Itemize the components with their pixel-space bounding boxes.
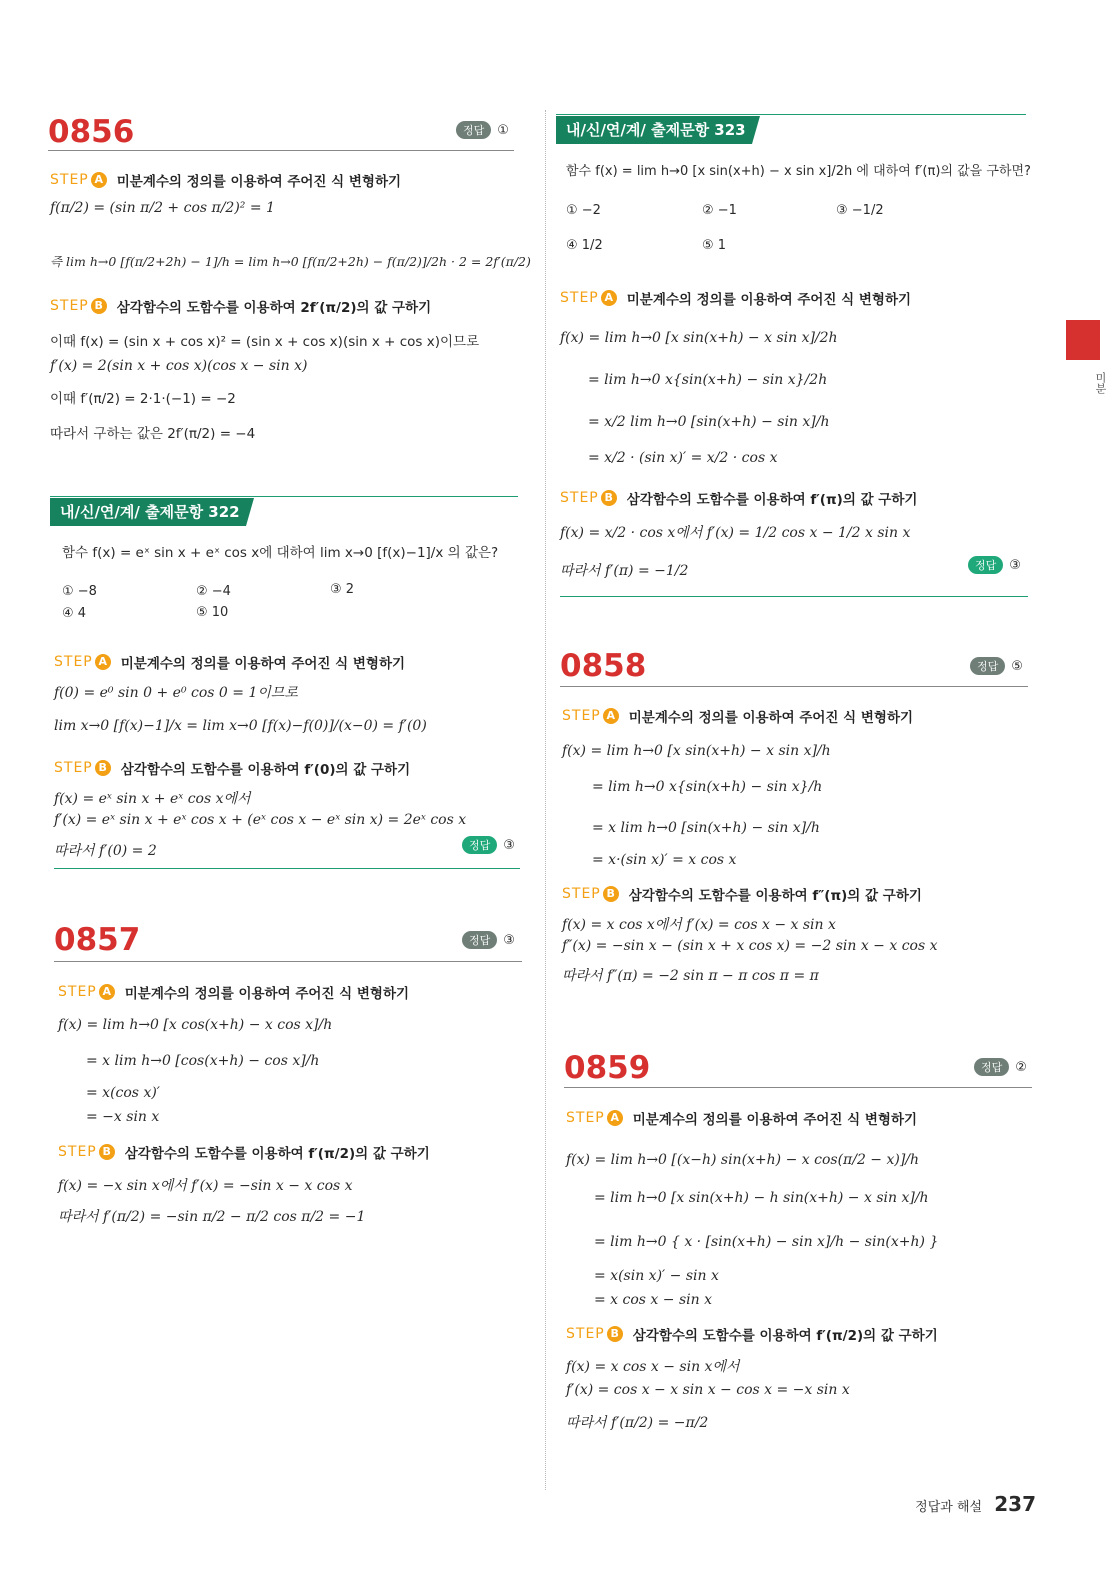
step-a-heading bbox=[50, 170, 401, 190]
step-title: 삼각함수의 도함수를 이용하여 f′(π)의 값 구하기 bbox=[626, 492, 918, 508]
chapter-tab-label: 미분 bbox=[1094, 372, 1107, 394]
solution-line: = x(cos x)′ bbox=[86, 1085, 160, 1101]
banner: 내/신/연/계/ 출제문항 323 bbox=[556, 116, 752, 144]
answer-label: 정답 bbox=[970, 657, 1005, 675]
step-title: 삼각함수의 도함수를 이용하여 f′(π/2)의 값 구하기 bbox=[124, 1146, 430, 1162]
step-title: 미분계수의 정의를 이용하여 주어진 식 변형하기 bbox=[124, 986, 410, 1002]
problem-number: 0858 bbox=[560, 648, 647, 684]
step-title: 삼각함수의 도함수를 이용하여 2f′(π/2)의 값 구하기 bbox=[116, 300, 432, 316]
solution-line: 즉 lim h→0 [f(π/2+2h) − 1]/h = lim h→0 [f(π/2+2h) − f(π/2)]/2h · 2 = 2f′(π/2) bbox=[50, 254, 531, 269]
answer-badge bbox=[462, 836, 515, 854]
step-a-heading bbox=[560, 288, 911, 308]
step-circle: B bbox=[99, 1144, 115, 1160]
answer-value: ② bbox=[1015, 1059, 1027, 1075]
step-a-heading bbox=[54, 652, 405, 672]
answer-value: ③ bbox=[1009, 557, 1021, 573]
choice: ① −8 bbox=[62, 584, 97, 599]
solution-line: = x lim h→0 [cos(x+h) − cos x]/h bbox=[86, 1053, 320, 1069]
answer-badge bbox=[456, 121, 509, 139]
step-label: STEP bbox=[50, 172, 89, 188]
step-title: 삼각함수의 도함수를 이용하여 f″(π)의 값 구하기 bbox=[628, 888, 922, 904]
solution-line: 따라서 구하는 값은 2f′(π/2) = −4 bbox=[50, 426, 256, 442]
choice: ② −1 bbox=[702, 203, 737, 218]
answer-label: 정답 bbox=[456, 121, 491, 139]
answer-badge bbox=[968, 556, 1021, 574]
solution-line: f(π/2) = (sin π/2 + cos π/2)² = 1 bbox=[50, 200, 275, 216]
solution-line: = x cos x − sin x bbox=[594, 1292, 712, 1308]
answer-label: 정답 bbox=[462, 836, 497, 854]
problem-number: 0859 bbox=[564, 1050, 651, 1086]
step-b-heading bbox=[560, 488, 917, 508]
solution-line: f′(x) = cos x − x sin x − cos x = −x sin x bbox=[566, 1382, 850, 1398]
answer-value: ⑤ bbox=[1011, 658, 1023, 674]
choice: ③ −1/2 bbox=[836, 203, 884, 218]
step-circle: A bbox=[95, 654, 111, 670]
solution-line: 이때 f(x) = (sin x + cos x)² = (sin x + cos x)(sin x + cos x)이므로 bbox=[50, 334, 480, 350]
step-circle: B bbox=[601, 490, 617, 506]
solution-line: f(x) = x cos x에서 f′(x) = cos x − x sin x bbox=[562, 917, 836, 933]
banner-rule bbox=[560, 596, 1028, 597]
solution-line: 따라서 f′(π) = −1/2 bbox=[560, 563, 689, 579]
solution-line: lim x→0 [f(x)−1]/x = lim x→0 [f(x)−f(0)]/(x−0) = f′(0) bbox=[54, 718, 427, 734]
step-label: STEP bbox=[54, 654, 93, 670]
solution-line: = lim h→0 x{sin(x+h) − sin x}/2h bbox=[588, 372, 828, 388]
step-title: 미분계수의 정의를 이용하여 주어진 식 변형하기 bbox=[116, 174, 402, 190]
divider bbox=[560, 686, 1028, 687]
answer-badge bbox=[462, 931, 515, 949]
solution-line: f(x) = x/2 · cos x에서 f′(x) = 1/2 cos x − 1/2 x sin x bbox=[560, 525, 911, 541]
step-label: STEP bbox=[560, 490, 599, 506]
banner-rule bbox=[556, 114, 1026, 115]
answer-badge bbox=[974, 1058, 1027, 1076]
step-label: STEP bbox=[58, 984, 97, 1000]
step-a-heading bbox=[562, 706, 913, 726]
step-a-heading bbox=[58, 982, 409, 1002]
answer-badge bbox=[970, 657, 1023, 675]
step-a-heading bbox=[566, 1108, 917, 1128]
solution-line: f(0) = e⁰ sin 0 + e⁰ cos 0 = 1이므로 bbox=[54, 685, 298, 701]
answer-label: 정답 bbox=[462, 931, 497, 949]
solution-line: f(x) = lim h→0 [x cos(x+h) − x cos x]/h bbox=[58, 1017, 333, 1033]
step-title: 미분계수의 정의를 이용하여 주어진 식 변형하기 bbox=[120, 656, 406, 672]
step-circle: A bbox=[601, 290, 617, 306]
step-label: STEP bbox=[562, 886, 601, 902]
problem-number: 0857 bbox=[54, 922, 141, 958]
solution-line: = x·(sin x)′ = x cos x bbox=[592, 852, 737, 868]
step-b-heading bbox=[50, 296, 431, 316]
step-label: STEP bbox=[562, 708, 601, 724]
step-circle: B bbox=[607, 1326, 623, 1342]
choice: ③ 2 bbox=[330, 582, 355, 597]
page-number: 237 bbox=[994, 1492, 1036, 1516]
banner-rule bbox=[54, 868, 520, 869]
step-title: 미분계수의 정의를 이용하여 주어진 식 변형하기 bbox=[628, 710, 914, 726]
step-label: STEP bbox=[566, 1110, 605, 1126]
choice: ① −2 bbox=[566, 203, 601, 218]
question-text: 함수 f(x) = eˣ sin x + eˣ cos x에 대하여 lim x→0 [f(x)−1]/x 의 값은? bbox=[62, 545, 499, 561]
step-title: 삼각함수의 도함수를 이용하여 f′(0)의 값 구하기 bbox=[120, 762, 411, 778]
solution-line: f(x) = −x sin x에서 f′(x) = −sin x − x cos x bbox=[58, 1178, 353, 1194]
answer-value: ③ bbox=[503, 837, 515, 853]
answer-value: ③ bbox=[503, 932, 515, 948]
choice: ⑤ 10 bbox=[196, 605, 229, 620]
divider bbox=[48, 150, 514, 151]
problem-number: 0856 bbox=[48, 114, 135, 150]
banner-rule bbox=[50, 496, 518, 497]
solution-line: = lim h→0 [x sin(x+h) − h sin(x+h) − x sin x]/h bbox=[594, 1190, 929, 1206]
solution-line: = −x sin x bbox=[86, 1109, 160, 1125]
solution-line: = x(sin x)′ − sin x bbox=[594, 1268, 719, 1284]
divider bbox=[54, 961, 522, 962]
solution-line: f(x) = eˣ sin x + eˣ cos x에서 bbox=[54, 791, 251, 807]
solution-line: = lim h→0 x{sin(x+h) − sin x}/h bbox=[592, 779, 823, 795]
step-circle: A bbox=[99, 984, 115, 1000]
solution-line: f(x) = x cos x − sin x에서 bbox=[566, 1359, 740, 1375]
chapter-tab bbox=[1066, 320, 1100, 360]
answer-label: 정답 bbox=[968, 556, 1003, 574]
answer-label: 정답 bbox=[974, 1058, 1009, 1076]
solution-line: 따라서 f′(π/2) = −sin π/2 − π/2 cos π/2 = −1 bbox=[58, 1209, 366, 1225]
solution-line: f′(x) = eˣ sin x + eˣ cos x + (eˣ cos x − eˣ sin x) = 2eˣ cos x bbox=[54, 812, 467, 828]
solution-line: = x lim h→0 [sin(x+h) − sin x]/h bbox=[592, 820, 820, 836]
step-b-heading bbox=[58, 1142, 430, 1162]
step-circle: B bbox=[603, 886, 619, 902]
step-b-heading bbox=[54, 758, 410, 778]
question-text: 함수 f(x) = lim h→0 [x sin(x+h) − x sin x]/2h 에 대하여 f′(π)의 값을 구하면? bbox=[566, 164, 1031, 179]
step-circle: B bbox=[91, 298, 107, 314]
choice: ④ 1/2 bbox=[566, 238, 603, 253]
step-circle: A bbox=[91, 172, 107, 188]
step-label: STEP bbox=[560, 290, 599, 306]
banner: 내/신/연/계/ 출제문항 322 bbox=[50, 498, 246, 526]
column-divider bbox=[545, 110, 546, 1490]
step-circle: B bbox=[95, 760, 111, 776]
solution-line: f(x) = lim h→0 [(x−h) sin(x+h) − x cos(π/2 − x)]/h bbox=[566, 1152, 920, 1168]
solution-line: f(x) = lim h→0 [x sin(x+h) − x sin x]/h bbox=[562, 743, 831, 759]
solution-line: = x/2 · (sin x)′ = x/2 · cos x bbox=[588, 450, 778, 466]
step-label: STEP bbox=[50, 298, 89, 314]
step-title: 미분계수의 정의를 이용하여 주어진 식 변형하기 bbox=[626, 292, 912, 308]
step-b-heading bbox=[566, 1324, 938, 1344]
solution-line: 따라서 f″(π) = −2 sin π − π cos π = π bbox=[562, 968, 819, 984]
solution-line: = x/2 lim h→0 [sin(x+h) − sin x]/h bbox=[588, 414, 830, 430]
divider bbox=[564, 1087, 1032, 1088]
solution-line: f(x) = lim h→0 [x sin(x+h) − x sin x]/2h bbox=[560, 330, 838, 346]
step-b-heading bbox=[562, 884, 922, 904]
page-footer bbox=[915, 1492, 1036, 1516]
solution-line: f″(x) = −sin x − (sin x + x cos x) = −2 sin x − x cos x bbox=[562, 938, 938, 954]
step-title: 미분계수의 정의를 이용하여 주어진 식 변형하기 bbox=[632, 1112, 918, 1128]
step-label: STEP bbox=[54, 760, 93, 776]
step-label: STEP bbox=[58, 1144, 97, 1160]
solution-line: 따라서 f′(π/2) = −π/2 bbox=[566, 1415, 709, 1431]
choice: ② −4 bbox=[196, 584, 231, 599]
footer-label: 정답과 해설 bbox=[915, 1500, 983, 1515]
step-circle: A bbox=[603, 708, 619, 724]
step-circle: A bbox=[607, 1110, 623, 1126]
solution-line: 따라서 f′(0) = 2 bbox=[54, 843, 157, 859]
step-label: STEP bbox=[566, 1326, 605, 1342]
solution-line: 이때 f′(π/2) = 2·1·(−1) = −2 bbox=[50, 391, 236, 407]
choice: ④ 4 bbox=[62, 606, 87, 621]
step-title: 삼각함수의 도함수를 이용하여 f′(π/2)의 값 구하기 bbox=[632, 1328, 938, 1344]
answer-value: ① bbox=[497, 122, 509, 138]
solution-line: = lim h→0 { x · [sin(x+h) − sin x]/h − sin(x+h) } bbox=[594, 1234, 939, 1250]
solution-line: f′(x) = 2(sin x + cos x)(cos x − sin x) bbox=[50, 358, 308, 374]
choice: ⑤ 1 bbox=[702, 238, 727, 253]
